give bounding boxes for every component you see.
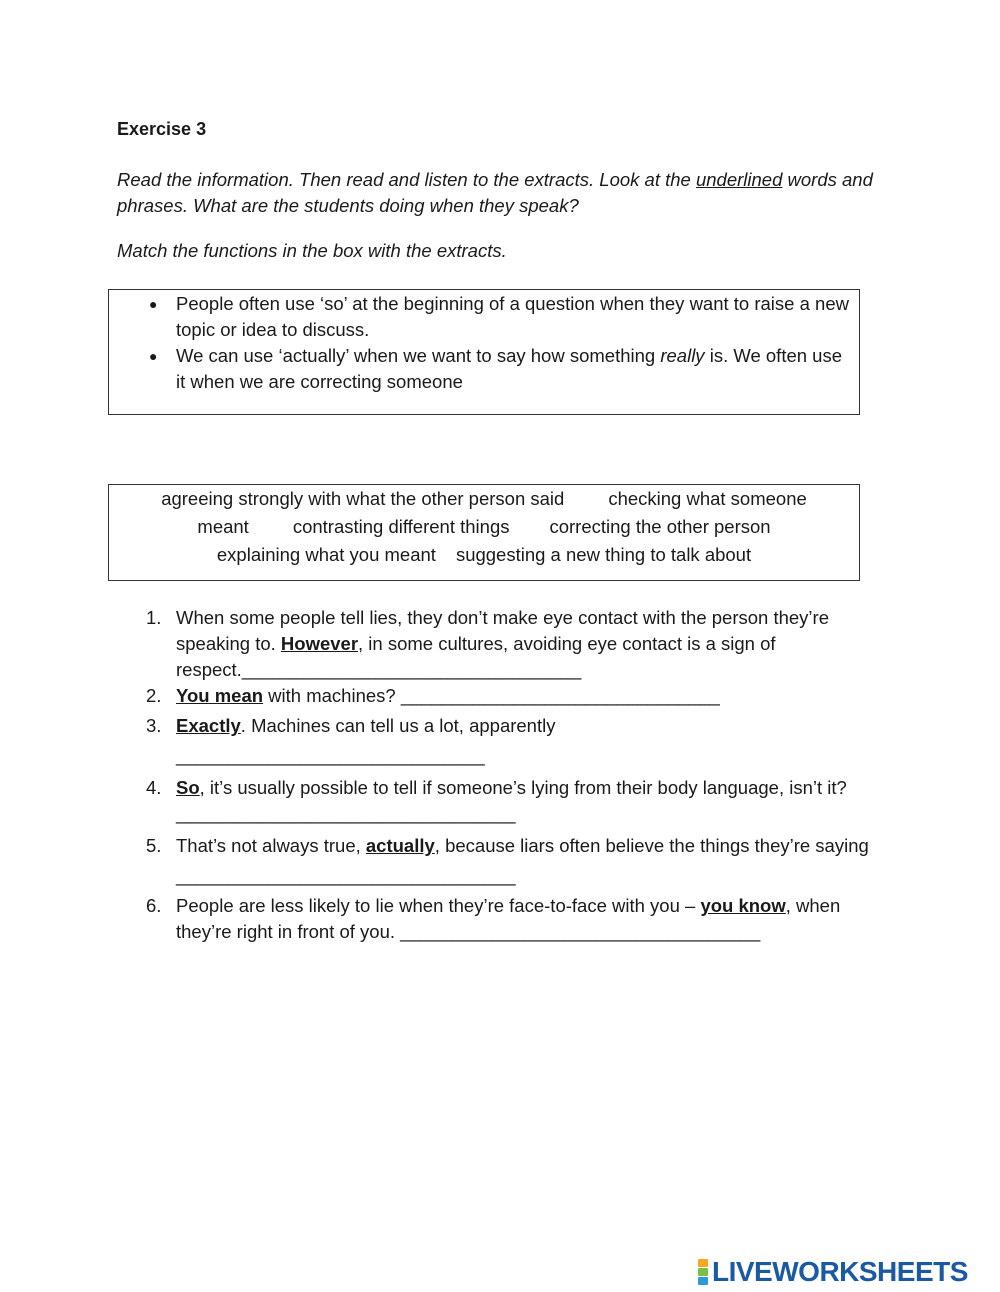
logo-blocks-icon (698, 1259, 708, 1285)
logo-text: LIVEWORKSHEETS (712, 1256, 968, 1287)
answer-blank-1[interactable]: _________________________________ (241, 659, 582, 680)
answer-blank-6[interactable]: ___________________________________ (400, 921, 761, 942)
exercise-title: Exercise 3 (117, 119, 207, 139)
functions-box (108, 484, 860, 581)
match-instruction: Match the functions in the box with the extracts. (117, 240, 507, 261)
instructions-underlined: underlined (695, 169, 783, 190)
info-bullet-2: ● We can use ‘actually’ when we want to say how something really is. We often use it when we are correcting someone (149, 345, 843, 392)
instructions-part2: words and phrases. What are the students doing when they speak? (117, 169, 873, 216)
info-bullet-1: ● People often use ‘so’ at the beginning of a question when they want to raise a new topic or idea to discuss. (149, 293, 849, 340)
logo-block (698, 1277, 708, 1285)
liveworksheets-logo (698, 1252, 968, 1292)
answer-blank-5[interactable]: _________________________________ (176, 865, 516, 886)
exercise-item-2: 2. You mean with machines? _______________________________ (146, 685, 720, 706)
instructions (117, 167, 907, 219)
info-box (108, 289, 860, 415)
exercise-item-5: 5. That’s not always true, actually, because liars often believe the things they’re saying _________________________________ (146, 835, 869, 886)
logo-block (698, 1268, 708, 1276)
exercise-item-6: 6. People are less likely to lie when they’re face-to-face with you – you know, when they’re right in front of you. ___________________________________ (146, 895, 841, 942)
bullet-icon: ● (149, 348, 158, 364)
function-agreeing: agreeing strongly with what the other person said (161, 488, 565, 509)
function-checking: checking what someone (608, 488, 807, 509)
logo-block (698, 1259, 708, 1267)
answer-blank-3[interactable]: ______________________________ (176, 745, 485, 766)
answer-blank-4[interactable]: _________________________________ (176, 803, 516, 824)
function-explaining: explaining what you meant (216, 544, 436, 565)
functions-line-1 (109, 485, 859, 513)
exercise-item-3: 3. Exactly. Machines can tell us a lot, apparently ______________________________ (146, 715, 556, 766)
function-checking-cont: meant (197, 516, 249, 537)
function-suggesting: suggesting a new thing to talk about (455, 544, 752, 565)
exercise-item-4: 4. So, it’s usually possible to tell if someone’s lying from their body language, isn’t it? _________________________________ (146, 777, 847, 824)
function-contrasting: contrasting different things (292, 516, 510, 537)
instructions-part1: Read the information. Then read and listen to the extracts. Look at the (117, 169, 696, 190)
exercise-item-1: 1. When some people tell lies, they don’t make eye contact with the person they’re speaking to. However, in some cultures, avoiding eye contact is a sign of respect._________________________________ (146, 607, 829, 680)
answer-blank-2[interactable]: _______________________________ (400, 685, 720, 706)
function-correcting: correcting the other person (549, 516, 771, 537)
functions-line-3 (109, 541, 859, 569)
bullet-icon: ● (149, 296, 158, 312)
exercise-items (146, 605, 886, 945)
functions-line-2 (109, 513, 859, 541)
